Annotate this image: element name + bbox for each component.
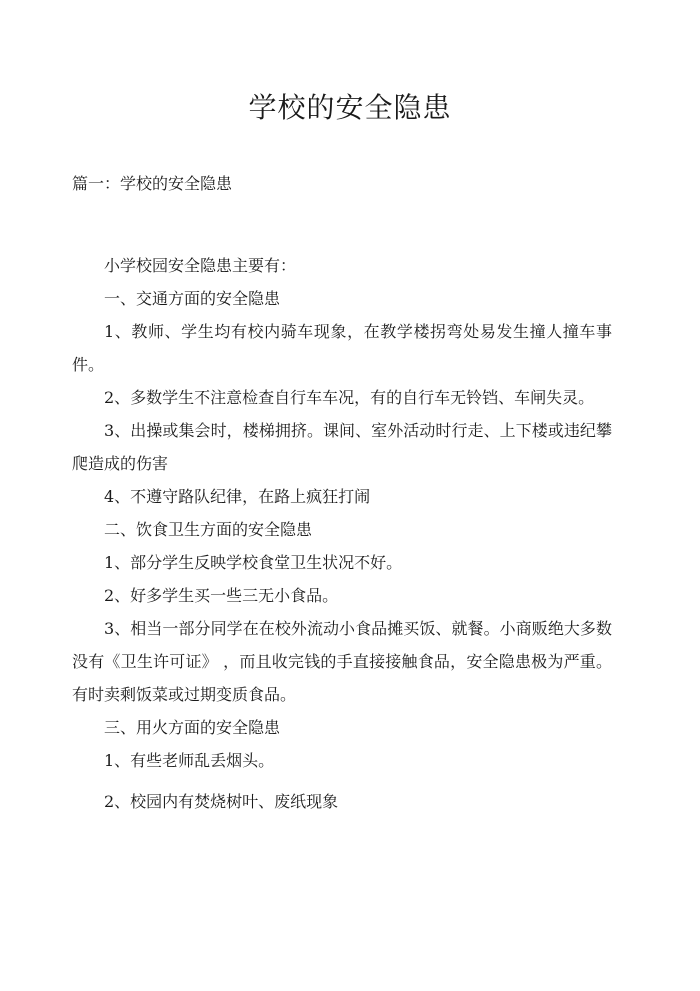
heading-fire: 三、用火方面的安全隐患 (104, 718, 281, 737)
paragraph-traffic-4: 4、不遵守路队纪律，在路上疯狂打闹 (104, 487, 371, 506)
heading-traffic: 一、交通方面的安全隐患 (104, 289, 281, 308)
paragraph-traffic-1: 1、教师、学生均有校内骑车现象，在教学楼拐弯处易发生撞人撞车事件。 (72, 322, 612, 374)
paragraph-traffic-3: 3、出操或集会时，楼梯拥挤。课间、室外活动时行走、上下楼或违纪攀爬造成的伤害 (72, 421, 612, 473)
heading-food: 二、饮食卫生方面的安全隐患 (104, 520, 313, 539)
document-body (72, 249, 612, 818)
section-heading: 篇一：学校的安全隐患 (72, 174, 233, 193)
paragraph-fire-1: 1、有些老师乱丢烟头。 (104, 751, 275, 770)
page-title: 学校的安全隐患 (248, 91, 452, 124)
paragraph-traffic-2: 2、多数学生不注意检查自行车车况，有的自行车无铃铛、车闸失灵。 (104, 388, 595, 407)
paragraph-intro: 小学校园安全隐患主要有： (104, 256, 297, 275)
paragraph-food-3: 3、相当一部分同学在在校外流动小食品摊买饭、就餐。小商贩绝大多数没有《卫生许可证》 ，而且收完钱的手直接接触食品，安全隐患极为严重。有时卖剩饭菜或过期变质食品。 (72, 619, 612, 704)
paragraph-food-2: 2、好多学生买一些三无小食品。 (104, 586, 339, 605)
paragraph-fire-2: 2、校园内有焚烧树叶、废纸现象 (104, 792, 339, 811)
paragraph-food-1: 1、部分学生反映学校食堂卫生状况不好。 (104, 553, 403, 572)
